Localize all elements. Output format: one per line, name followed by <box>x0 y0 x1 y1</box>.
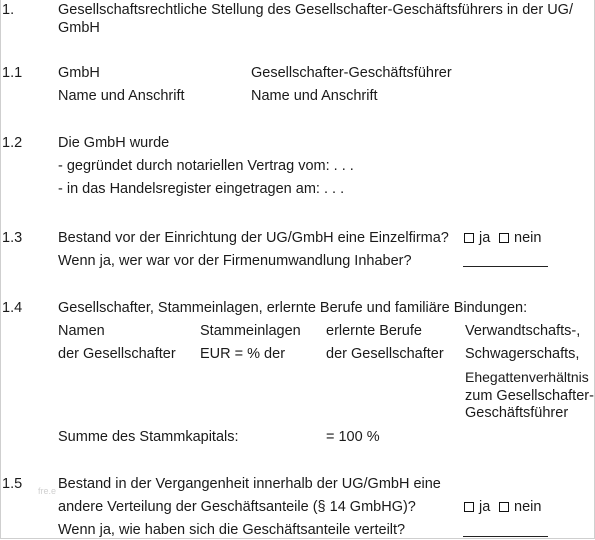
shareholders-heading: Gesellschafter, Stammeinlagen, erlernte Berufe und familiäre Bindungen: <box>58 300 528 316</box>
section-1-3-number: 1.3 <box>2 230 23 246</box>
share-capital-sum-value: = 100 % <box>326 429 380 445</box>
share-distribution-question-line2: andere Verteilung der Geschäftsanteile (§ 14 GmbHG)? <box>58 499 416 515</box>
checkbox-nein-label: nein <box>514 499 542 515</box>
section-1-title-line1: Gesellschaftsrechtliche Stellung des Gesellschafter-Geschäftsführers in der UG/ <box>58 2 573 18</box>
gmbh-name-address-label: Name und Anschrift <box>58 88 185 104</box>
checkbox-nein-label: nein <box>514 230 542 246</box>
share-distribution-question-line1: Bestand in der Vergangenheit innerhalb der UG/GmbH eine <box>58 476 441 492</box>
previous-owner-blank[interactable] <box>463 266 548 267</box>
column-contributions-line1: Stammeinlagen <box>200 323 301 339</box>
gmbh-label: GmbH <box>58 65 100 81</box>
column-relationship-line5: Geschäftsführer <box>465 405 569 421</box>
checkbox-icon <box>464 502 474 512</box>
gmbh-founded-heading: Die GmbH wurde <box>58 135 170 151</box>
checkbox-icon <box>499 502 509 512</box>
share-distribution-followup: Wenn ja, wie haben sich die Geschäftsanteile verteilt? <box>58 522 406 538</box>
checkbox-nein-1-3[interactable] <box>499 231 541 246</box>
share-capital-sum-label: Summe des Stammkapitals: <box>58 429 239 445</box>
manager-name-address-label: Name und Anschrift <box>251 88 378 104</box>
column-relationship-line1: Verwandtschafts-, <box>465 323 581 339</box>
founded-by-contract-line: - gegründet durch notariellen Vertrag vom: . . . <box>58 158 354 174</box>
checkbox-ja-label: ja <box>479 499 491 515</box>
section-1-title-line2: GmbH <box>58 20 100 36</box>
column-relationship-line3: Ehegattenverhältnis <box>465 369 589 385</box>
column-names-line2: der Gesellschafter <box>58 346 176 362</box>
column-relationship-line4: zum Gesellschafter- <box>465 388 594 404</box>
manager-label: Gesellschafter-Geschäftsführer <box>251 65 452 81</box>
column-contributions-line2: EUR = % der <box>200 346 286 362</box>
column-professions-line2: der Gesellschafter <box>326 346 444 362</box>
sole-proprietorship-question: Bestand vor der Einrichtung der UG/GmbH eine Einzelfirma? <box>58 230 449 246</box>
section-1-5-number: 1.5 <box>2 476 23 492</box>
checkbox-icon <box>464 233 474 243</box>
previous-owner-question: Wenn ja, wer war vor der Firmenumwandlung Inhaber? <box>58 253 412 269</box>
checkbox-ja-label: ja <box>479 230 491 246</box>
column-relationship-line2: Schwagerschafts, <box>465 346 580 362</box>
column-names-line1: Namen <box>58 323 105 339</box>
section-1-1-number: 1.1 <box>2 65 23 81</box>
watermark: fre.e <box>38 486 57 496</box>
checkbox-ja-1-5[interactable] <box>464 500 490 515</box>
share-distribution-blank[interactable] <box>463 536 548 537</box>
section-1-2-number: 1.2 <box>2 135 23 151</box>
commercial-register-line: - in das Handelsregister eingetragen am: . . . <box>58 181 345 197</box>
checkbox-icon <box>499 233 509 243</box>
section-1-number: 1. <box>2 2 15 18</box>
section-1-4-number: 1.4 <box>2 300 23 316</box>
checkbox-nein-1-5[interactable] <box>499 500 541 515</box>
column-professions-line1: erlernte Berufe <box>326 323 422 339</box>
checkbox-ja-1-3[interactable] <box>464 231 490 246</box>
